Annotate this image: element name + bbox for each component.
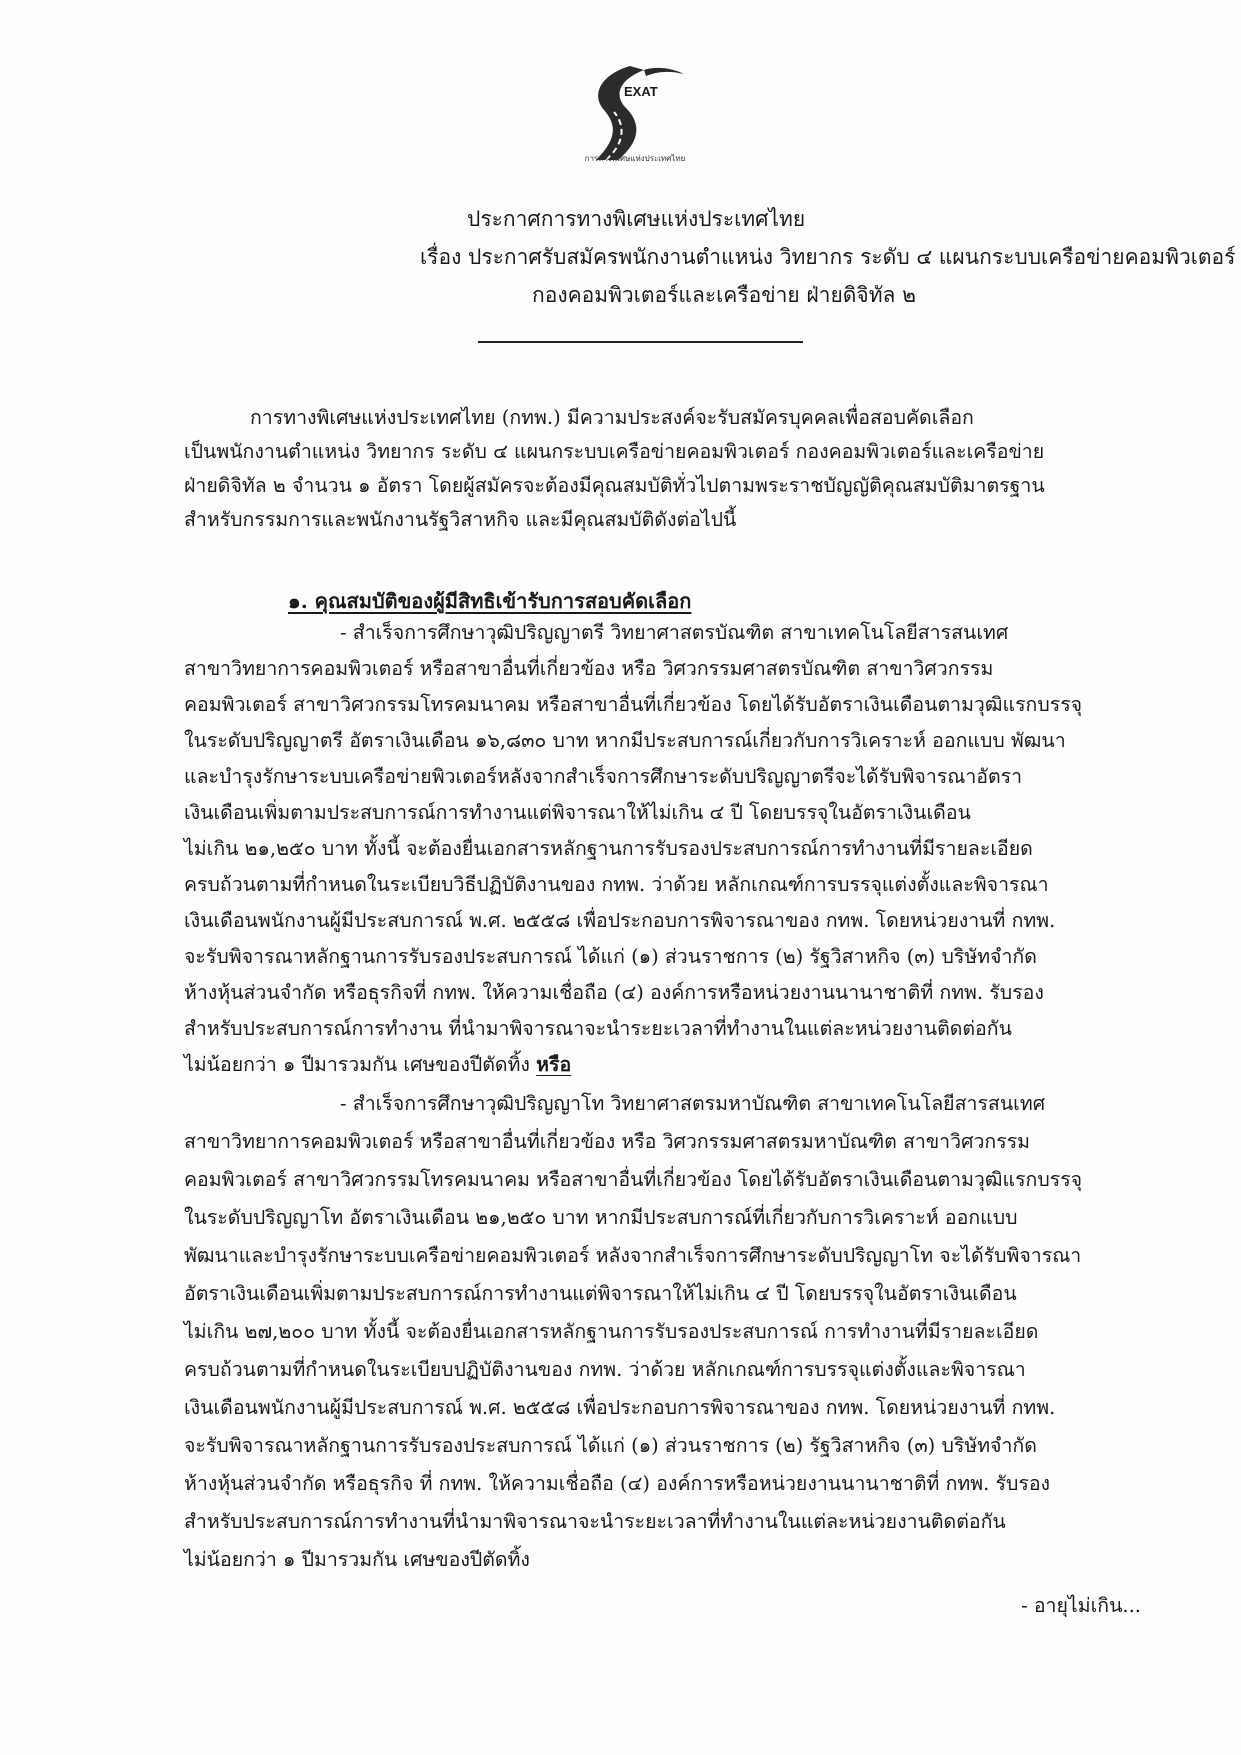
para2-line: ในระดับปริญญาโท อัตราเงินเดือน ๒๑,๒๕๐ บาท หากมีประสบการณ์ที่เกี่ยวกับการวิเคราะห์ ออกแบบ bbox=[184, 1206, 1018, 1229]
heading-divider bbox=[478, 341, 803, 343]
heading-line-1: ประกาศการทางพิเศษแห่งประเทศไทย bbox=[467, 207, 806, 231]
para1-last-line bbox=[184, 1050, 571, 1080]
para2-line: ห้างหุ้นส่วนจำกัด หรือธุรกิจ ที่ กทพ. ให้ความเชื่อถือ (๔) องค์การหรือหน่วยงานนานาชาติที่ กทพ. รับรอง bbox=[184, 1472, 1051, 1495]
para2-line: สำหรับประสบการณ์การทำงานที่นำมาพิจารณาจะนำระยะเวลาที่ทำงานในแต่ละหน่วยงานติดต่อกัน bbox=[184, 1510, 1006, 1533]
para1-line: ไม่เกิน ๒๑,๒๕๐ บาท ทั้งนี้ จะต้องยื่นเอกสารหลักฐานการรับรองประสบการณ์การทำงานที่มีรายละเอียด bbox=[184, 837, 1033, 860]
para1-line: - สำเร็จการศึกษาวุฒิปริญญาตรี วิทยาศาสตรบัณฑิต สาขาเทคโนโลยีสารสนเทศ bbox=[340, 621, 1009, 644]
para2-line: เงินเดือนพนักงานผู้มีประสบการณ์ พ.ศ. ๒๕๕๘ เพื่อประกอบการพิจารณาของ กทพ. โดยหน่วยงานที่ กทพ. bbox=[184, 1396, 1056, 1419]
or-keyword: หรือ bbox=[536, 1053, 572, 1076]
para2-line: จะรับพิจารณาหลักฐานการรับรองประสบการณ์ ได้แก่ (๑) ส่วนราชการ (๒) รัฐวิสาหกิจ (๓) บริษัทจำกัด bbox=[184, 1434, 1037, 1457]
para1-line: ในระดับปริญญาตรี อัตราเงินเดือน ๑๖,๘๓๐ บาท หากมีประสบการณ์เกี่ยวกับการวิเคราะห์ ออกแบบ พัฒนา bbox=[184, 729, 1066, 752]
para1-line: ห้างหุ้นส่วนจำกัด หรือธุรกิจที่ กทพ. ให้ความเชื่อถือ (๔) องค์การหรือหน่วยงานนานาชาติที่ กทพ. รับรอง bbox=[184, 981, 1044, 1004]
exat-road-icon bbox=[596, 66, 644, 160]
intro-line: เป็นพนักงานตำแหน่ง วิทยากร ระดับ ๔ แผนกระบบเครือข่ายคอมพิวเตอร์ กองคอมพิวเตอร์และเครือข่าย bbox=[184, 440, 1045, 463]
announcement-heading bbox=[0, 200, 1241, 314]
para2-line: อัตราเงินเดือนเพิ่มตามประสบการณ์การทำงานแต่พิจารณาให้ไม่เกิน ๔ ปี โดยบรรจุในอัตราเงินเดือน bbox=[184, 1282, 1017, 1305]
para1-line: เงินเดือนเพิ่มตามประสบการณ์การทำงานแต่พิจารณาให้ไม่เกิน ๔ ปี โดยบรรจุในอัตราเงินเดือน bbox=[184, 801, 971, 824]
heading-line-3: กองคอมพิวเตอร์และเครือข่าย ฝ่ายดิจิทัล ๒ bbox=[532, 283, 916, 307]
para2-line: - สำเร็จการศึกษาวุฒิปริญญาโท วิทยาศาสตรมหาบัณฑิต สาขาเทคโนโลยีสารสนเทศ bbox=[340, 1092, 1046, 1115]
para2-line: ไม่เกิน ๒๗,๒๐๐ บาท ทั้งนี้ จะต้องยื่นเอกสารหลักฐานการรับรองประสบการณ์ การทำงานที่มีรายละเอียด bbox=[184, 1320, 1039, 1343]
para2-line: สาขาวิทยาการคอมพิวเตอร์ หรือสาขาอื่นที่เกี่ยวข้อง หรือ วิศวกรรมศาสตรมหาบัณฑิต สาขาวิศวกรรม bbox=[184, 1130, 1031, 1153]
para1-last-text: ไม่น้อยกว่า ๑ ปีมารวมกัน เศษของปีตัดทิ้ง bbox=[184, 1053, 530, 1076]
heading-line-2: เรื่อง ประกาศรับสมัครพนักงานตำแหน่ง วิทยากร ระดับ ๔ แผนกระบบเครือข่ายคอมพิวเตอร์ bbox=[420, 245, 1236, 269]
para2-line: คอมพิวเตอร์ สาขาวิศวกรรมโทรคมนาคม หรือสาขาอื่นที่เกี่ยวข้อง โดยได้รับอัตราเงินเดือนตามวุฒิแรกบรรจุ bbox=[184, 1168, 1083, 1191]
logo-caption: การทางพิเศษแห่งประเทศไทย bbox=[584, 154, 686, 163]
para1-line: เงินเดือนพนักงานผู้มีประสบการณ์ พ.ศ. ๒๕๕๘ เพื่อประกอบการพิจารณาของ กทพ. โดยหน่วยงานที่ กทพ. bbox=[184, 909, 1056, 932]
para1-line: และบำรุงรักษาระบบเครือข่ายพิวเตอร์หลังจากสำเร็จการศึกษาระดับปริญญาตรีจะได้รับพิจารณาอัตรา bbox=[184, 765, 1023, 788]
exat-logo-text: EXAT bbox=[624, 84, 658, 99]
para1-line: สาขาวิทยาการคอมพิวเตอร์ หรือสาขาอื่นที่เกี่ยวข้อง หรือ วิศวกรรมศาสตรบัณฑิต สาขาวิศวกรรม bbox=[184, 657, 994, 680]
para1-line: สำหรับประสบการณ์การทำงาน ที่นำมาพิจารณาจะนำระยะเวลาที่ทำงานในแต่ละหน่วยงานติดต่อกัน bbox=[184, 1017, 1012, 1040]
para1-line: คอมพิวเตอร์ สาขาวิศวกรรมโทรคมนาคม หรือสาขาอื่นที่เกี่ยวข้อง โดยได้รับอัตราเงินเดือนตามวุฒิแรกบรรจุ bbox=[184, 693, 1083, 716]
para1-line: จะรับพิจารณาหลักฐานการรับรองประสบการณ์ ได้แก่ (๑) ส่วนราชการ (๒) รัฐวิสาหกิจ (๓) บริษัทจำกัด bbox=[184, 945, 1037, 968]
section-1-title: ๑. คุณสมบัติของผู้มีสิทธิเข้ารับการสอบคัดเลือก bbox=[288, 589, 692, 613]
para2-line: ครบถ้วนตามที่กำหนดในระเบียบปฏิบัติงานของ กทพ. ว่าด้วย หลักเกณฑ์การบรรจุแต่งตั้งและพิจารณา bbox=[184, 1358, 1026, 1381]
continuation-marker: - อายุไม่เกิน... bbox=[1021, 1594, 1141, 1617]
intro-line: สำหรับกรรมการและพนักงานรัฐวิสาหกิจ และมีคุณสมบัติดังต่อไปนี้ bbox=[184, 508, 737, 531]
intro-line: การทางพิเศษแห่งประเทศไทย (กทพ.) มีความประสงค์จะรับสมัครบุคคลเพื่อสอบคัดเลือก bbox=[250, 406, 974, 429]
intro-line: ฝ่ายดิจิทัล ๒ จำนวน ๑ อัตรา โดยผู้สมัครจะต้องมีคุณสมบัติทั่วไปตามพระราชบัญญัติคุณสมบัติมาตรฐาน bbox=[184, 474, 1045, 497]
para2-line: พัฒนาและบำรุงรักษาระบบเครือข่ายคอมพิวเตอร์ หลังจากสำเร็จการศึกษาระดับปริญญาโท จะได้รับพิจารณา bbox=[184, 1244, 1082, 1267]
para2-line: ไม่น้อยกว่า ๑ ปีมารวมกัน เศษของปีตัดทิ้ง bbox=[184, 1548, 530, 1571]
para1-line: ครบถ้วนตามที่กำหนดในระเบียบวิธีปฏิบัติงานของ กทพ. ว่าด้วย หลักเกณฑ์การบรรจุแต่งตั้งและพิจารณา bbox=[184, 873, 1049, 896]
